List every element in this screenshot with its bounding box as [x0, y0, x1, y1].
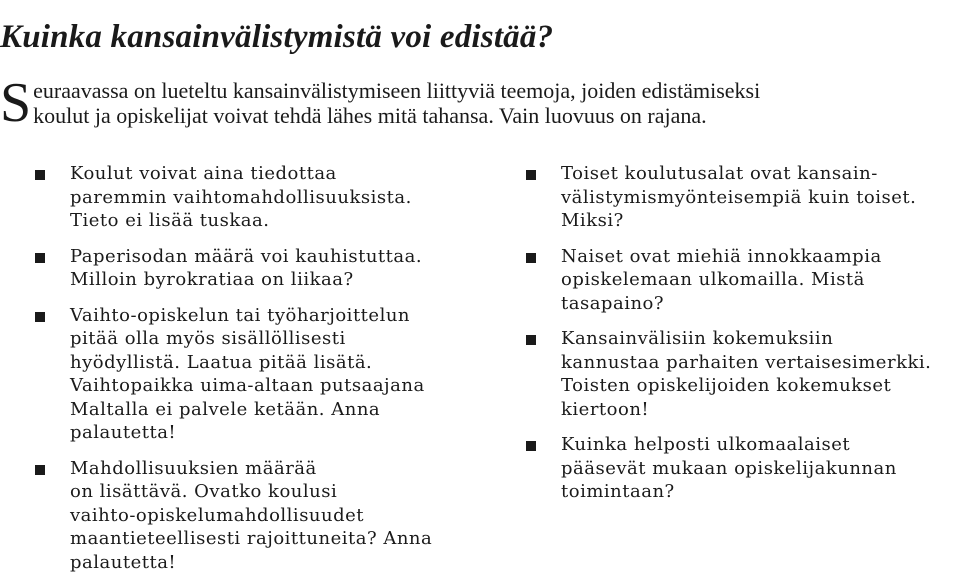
list-item	[35, 245, 475, 292]
right-column	[526, 162, 956, 516]
list-item	[526, 162, 956, 233]
intro-paragraph	[0, 72, 800, 134]
square-bullet-icon	[35, 312, 45, 322]
square-bullet-icon	[35, 465, 45, 475]
list-item	[35, 162, 475, 233]
intro-text: euraavassa on lueteltu kansainvälistymiseen liittyviä teemoja, joiden edistämiseksi koulut ja opiskelijat voivat tehdä lähes mitä tahansa. Vain luovuus on rajana.	[33, 78, 761, 128]
list-item	[526, 245, 956, 316]
list-item-text: Kuinka helposti ulkomaalaiset pääsevät mukaan opiskelijakunnan toimintaan?	[561, 434, 897, 502]
list-item-text: Mahdollisuuksien määrää on lisättävä. Ovatko koulusi vaihto-opiskelumahdollisuudet maantieteellisesti rajoittuneita? Anna palautetta!	[70, 457, 433, 573]
square-bullet-icon	[526, 170, 536, 180]
right-bullet-list	[526, 162, 956, 504]
list-item	[526, 433, 956, 504]
square-bullet-icon	[35, 170, 45, 180]
list-item	[35, 304, 475, 445]
square-bullet-icon	[526, 441, 536, 451]
intro-dropcap: S	[0, 72, 32, 134]
page-title: Kuinka kansainvälistymistä voi edistää?	[0, 19, 554, 56]
left-bullet-list	[35, 162, 475, 574]
list-item-text: Toiset koulutusalat ovat kansain- välistymismyönteisempiä kuin toiset. Miksi?	[561, 163, 917, 231]
list-item	[526, 327, 956, 421]
list-item	[35, 457, 475, 575]
square-bullet-icon	[35, 253, 45, 263]
list-item-text: Kansainvälisiin kokemuksiin kannustaa parhaiten vertaisesimerkki. Toisten opiskelijoiden kokemukset kiertoon!	[561, 328, 932, 420]
list-item-text: Naiset ovat miehiä innokkaampia opiskelemaan ulkomailla. Mistä tasapaino?	[561, 245, 882, 314]
square-bullet-icon	[526, 253, 536, 263]
list-item-text: Paperisodan määrä voi kauhistuttaa. Milloin byrokratiaa on liikaa?	[70, 245, 423, 290]
list-item-text: Vaihto-opiskelun tai työharjoittelun pitää olla myös sisällöllisesti hyödyllistä. Laatua pitää lisätä. Vaihtopaikka uima-altaan putsaajana Maltalla ei palvele ketään. Anna palautetta!	[70, 304, 425, 443]
list-item-text: Koulut voivat aina tiedottaa paremmin vaihtomahdollisuuksista. Tieto ei lisää tuskaa.	[70, 163, 412, 231]
left-column	[35, 162, 475, 586]
square-bullet-icon	[526, 335, 536, 345]
